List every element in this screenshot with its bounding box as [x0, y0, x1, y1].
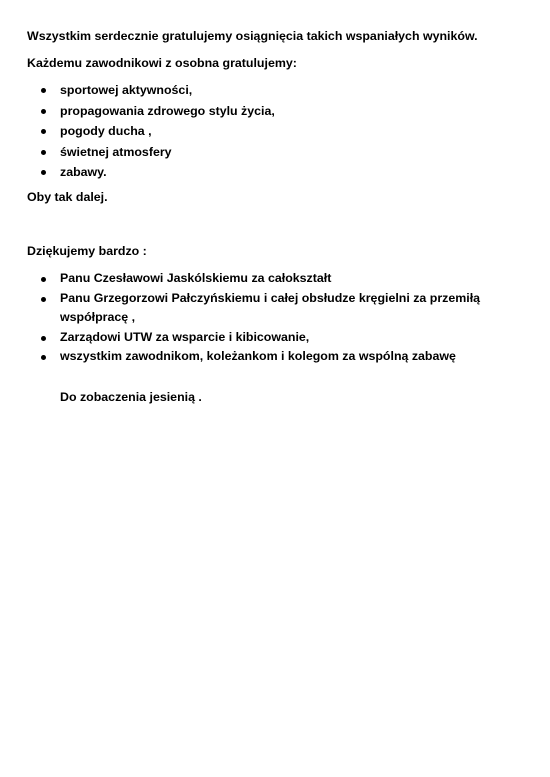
intro-paragraph: Wszystkim serdecznie gratulujemy osiągnięcia takich wspaniałych wyników.	[27, 29, 478, 43]
congrats-heading: Każdemu zawodnikowi z osobna gratulujemy:	[27, 56, 297, 70]
thanks-heading: Dziękujemy bardzo :	[27, 244, 147, 258]
list-item: propagowania zdrowego stylu życia,	[0, 101, 275, 122]
farewell-line: Do zobaczenia jesienią .	[60, 390, 202, 404]
bullet-icon	[41, 297, 46, 302]
list-item: sportowej aktywności,	[0, 80, 275, 101]
bullet-icon	[41, 88, 46, 93]
bullet-icon	[41, 109, 46, 114]
list-item: Panu Grzegorzowi Pałczyńskiemu i całej obsłudze kręgielni za przemiłą współpracę ,	[0, 289, 500, 328]
list-item: wszystkim zawodnikom, koleżankom i kolegom za wspólną zabawę	[0, 347, 500, 367]
bullet-icon	[41, 129, 46, 134]
list-item: zabawy.	[0, 162, 275, 183]
bullet-icon	[41, 150, 46, 155]
bullet-icon	[41, 336, 46, 341]
bullet-icon	[41, 355, 46, 360]
thanks-list	[0, 269, 500, 367]
list-item: Zarządowi UTW za wsparcie i kibicowanie,	[0, 328, 500, 348]
list-item: świetnej atmosfery	[0, 142, 275, 163]
congrats-list	[0, 80, 275, 183]
list-item: Panu Czesławowi Jaskólskiemu za całokształt	[0, 269, 500, 289]
bullet-icon	[41, 170, 46, 175]
list-item: pogody ducha ,	[0, 121, 275, 142]
closing-line: Oby tak dalej.	[27, 190, 108, 204]
bullet-icon	[41, 277, 46, 282]
